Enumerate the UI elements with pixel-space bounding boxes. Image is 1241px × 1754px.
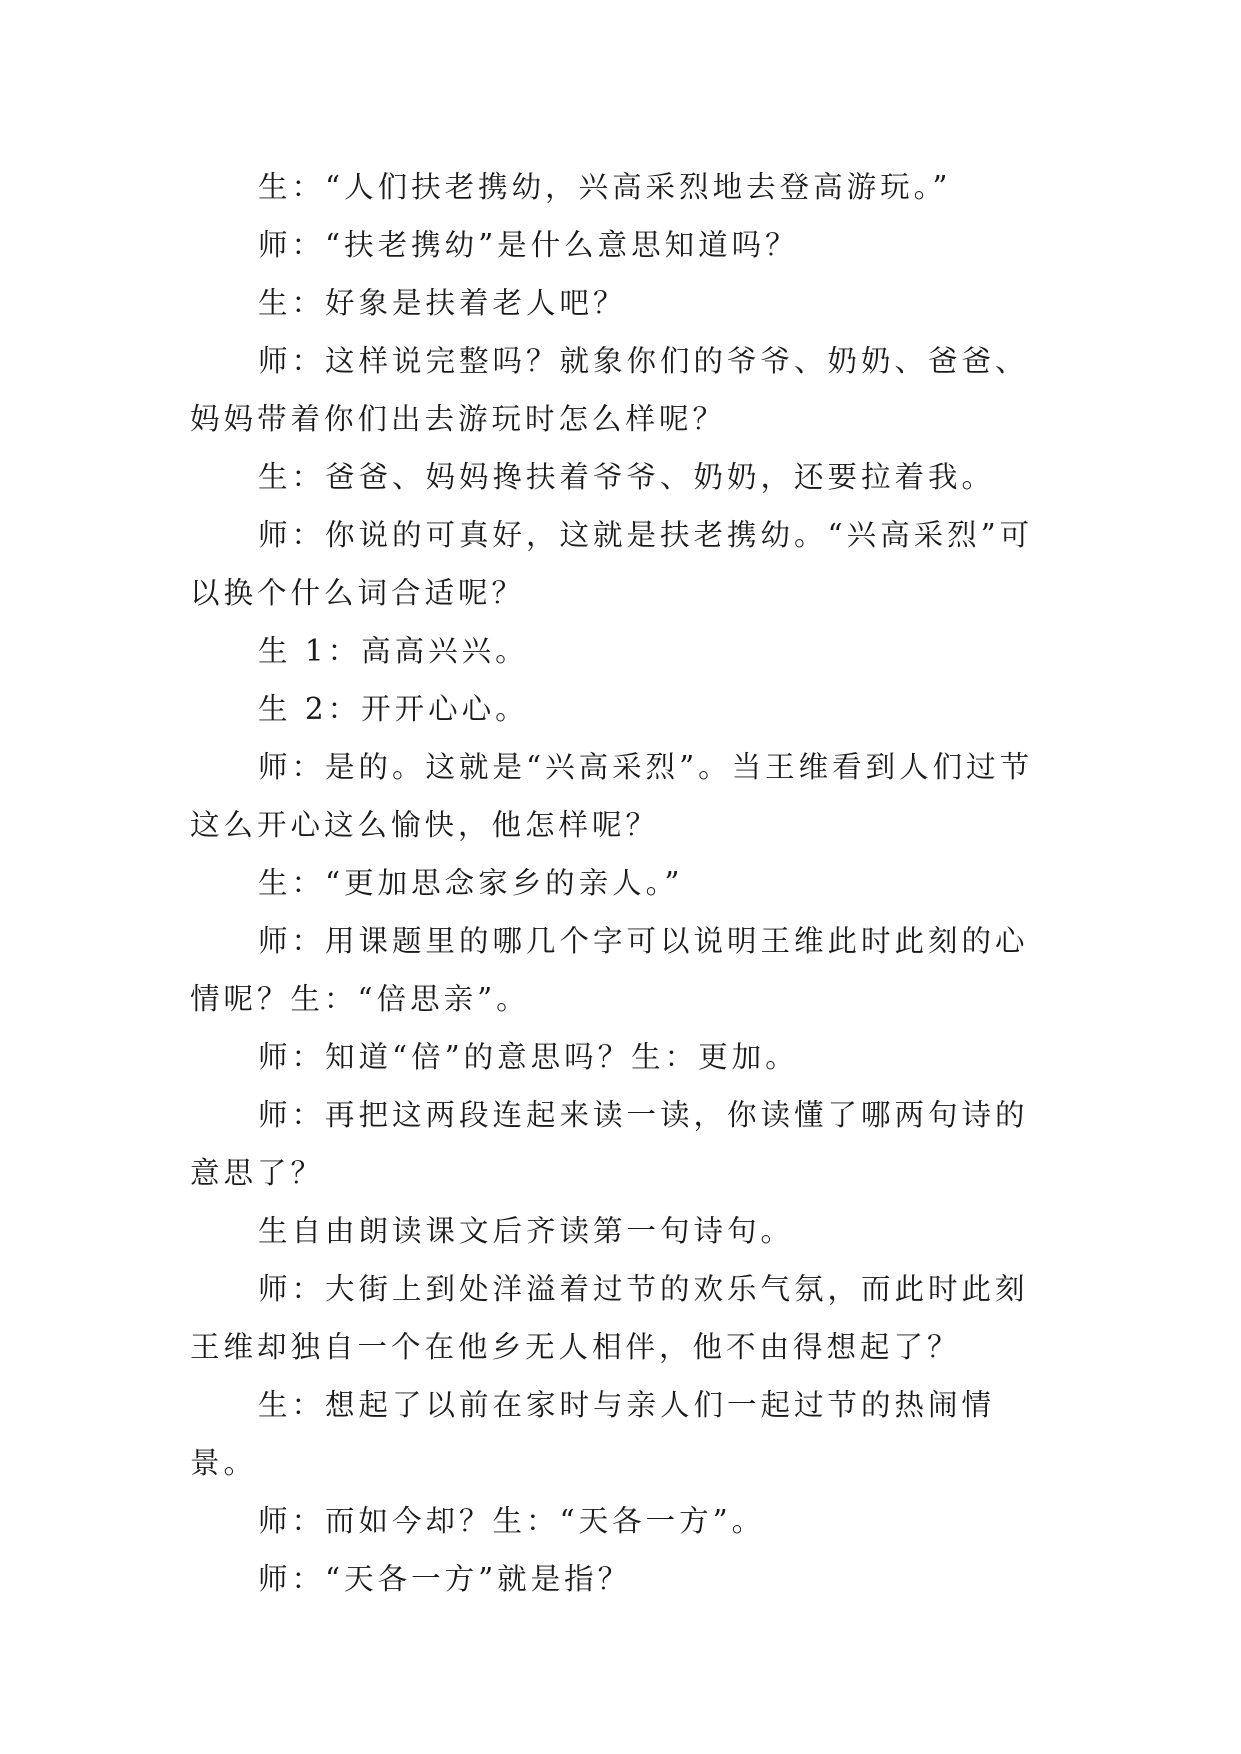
paragraph-11: 师：用课题里的哪几个字可以说明王维此时此刻的心情呢？生：“倍思亲”。 <box>190 924 1029 1016</box>
paragraph-12: 师：知道“倍”的意思吗？生：更加。 <box>258 1040 799 1074</box>
paragraph-13: 师：再把这两段连起来读一读，你读懂了哪两句诗的意思了？ <box>190 1098 1029 1190</box>
paragraph-5: 生：爸爸、妈妈搀扶着爷爷、奶奶，还要拉着我。 <box>258 460 996 494</box>
paragraph-6: 师：你说的可真好，这就是扶老携幼。“兴高采烈”可以换个什么词合适呢？ <box>190 518 1034 610</box>
paragraph-14: 生自由朗读课文后齐读第一句诗句。 <box>258 1214 795 1248</box>
paragraph-3: 生：好象是扶着老人吧？ <box>258 286 627 320</box>
paragraph-2: 师：“扶老携幼”是什么意思知道吗？ <box>258 228 799 262</box>
paragraph-7: 生 1：高高兴兴。 <box>258 634 529 668</box>
paragraph-17: 师：而如今却？生：“天各一方”。 <box>258 1504 766 1538</box>
paragraph-18: 师：“天各一方”就是指？ <box>258 1562 632 1596</box>
paragraph-4: 师：这样说完整吗？就象你们的爷爷、奶奶、爸爸、妈妈带着你们出去游玩时怎么样呢？ <box>190 344 1029 436</box>
paragraph-15: 师：大街上到处洋溢着过节的欢乐气氛，而此时此刻王维却独自一个在他乡无人相伴，他不由得想起了？ <box>190 1272 1029 1364</box>
paragraph-10: 生：“更加思念家乡的亲人。” <box>258 866 684 900</box>
paragraph-16: 生：想起了以前在家时与亲人们一起过节的热闹情景。 <box>190 1388 996 1480</box>
document-body <box>190 158 1050 1608</box>
paragraph-1: 生：“人们扶老携幼，兴高采烈地去登高游玩。” <box>258 170 952 204</box>
paragraph-9: 师：是的。这就是“兴高采烈”。当王维看到人们过节这么开心这么愉快，他怎样呢？ <box>190 750 1034 842</box>
paragraph-8: 生 2：开开心心。 <box>258 692 529 726</box>
